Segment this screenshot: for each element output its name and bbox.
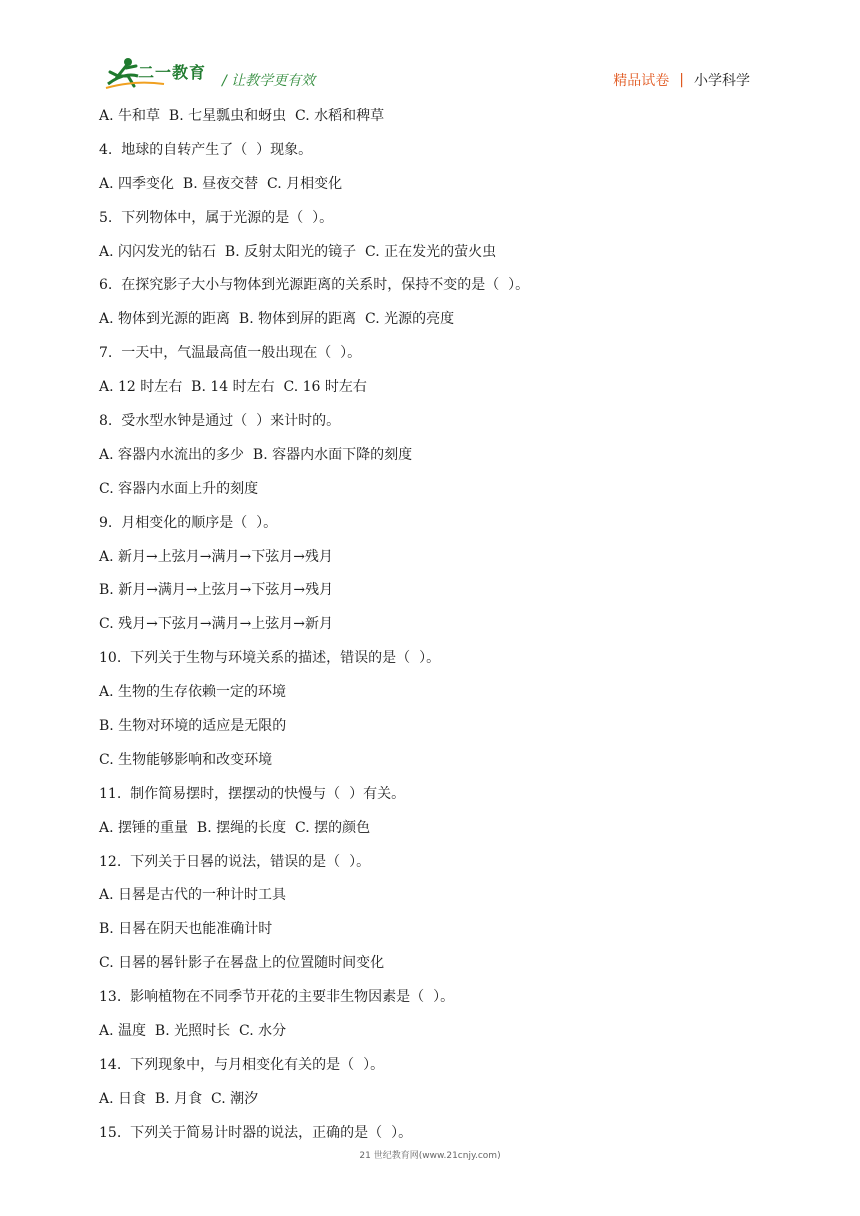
header-tags <box>613 70 750 90</box>
option-line: B. 日晷在阴天也能准确计时 <box>99 921 273 938</box>
option-line: A. 摆锤的重量 B. 摆绳的长度 C. 摆的颜色 <box>99 819 371 836</box>
option-line: A. 物体到光源的距离 B. 物体到屏的距离 C. 光源的亮度 <box>99 311 455 328</box>
text-line: A. 牛和草 B. 七星瓢虫和蚜虫 C. 水稻和稗草 <box>99 108 385 124</box>
option-line: A. 生物的生存依赖一定的环境 <box>99 684 287 701</box>
option-line: A. 四季变化 B. 昼夜交替 C. 月相变化 <box>99 175 343 192</box>
option-line: B. 新月→满月→上弦月→下弦月→残月 <box>99 582 334 599</box>
option-line: A. 容器内水流出的多少 B. 容器内水面下降的刻度 <box>99 446 413 463</box>
question-line: 12. 下列关于日晷的说法，错误的是（ ）。 <box>99 853 371 870</box>
question-line: 9. 月相变化的顺序是（ ）。 <box>99 514 278 531</box>
option-line: A. 温度 B. 光照时长 C. 水分 <box>99 1023 287 1040</box>
tag-separator: | <box>679 72 684 88</box>
option-line: B. 生物对环境的适应是无限的 <box>99 718 287 735</box>
option-line: C. 日晷的晷针影子在晷盘上的位置随时间变化 <box>99 955 385 972</box>
option-line: C. 生物能够影响和改变环境 <box>99 751 273 768</box>
question-line: 15. 下列关于简易计时器的说法，正确的是（ ）。 <box>99 1124 413 1141</box>
question-line: 11. 制作简易摆时，摆摆动的快慢与（ ）有关。 <box>99 785 406 802</box>
slogan: / 让教学更有效 <box>222 73 316 89</box>
option-line: A. 12 时左右 B. 14 时左右 C. 16 时左右 <box>99 379 367 396</box>
option-line: C. 残月→下弦月→满月→上弦月→新月 <box>99 616 334 633</box>
question-line: 10. 下列关于生物与环境关系的描述，错误的是（ ）。 <box>99 650 441 667</box>
question-line: 14. 下列现象中，与月相变化有关的是（ ）。 <box>99 1056 385 1073</box>
question-line: 6. 在探究影子大小与物体到光源距离的关系时，保持不变的是（ ）。 <box>99 277 530 294</box>
quality-tag: 精品试卷 <box>613 73 670 89</box>
question-line: 13. 影响植物在不同季节开花的主要非生物因素是（ ）。 <box>99 989 455 1006</box>
subject-tag: 小学科学 <box>694 73 750 89</box>
option-line: A. 闪闪发光的钻石 B. 反射太阳光的镜子 C. 正在发光的萤火虫 <box>99 243 497 260</box>
page-header <box>0 0 860 100</box>
option-line: C. 容器内水面上升的刻度 <box>99 480 259 497</box>
question-line: 4. 地球的自转产生了（ ）现象。 <box>99 141 313 158</box>
question-line: 7. 一天中，气温最高值一般出现在（ ）。 <box>99 345 362 362</box>
question-line: 5. 下列物体中，属于光源的是（ ）。 <box>99 209 334 226</box>
question-list <box>99 100 799 1151</box>
option-line: A. 日食 B. 月食 C. 潮汐 <box>99 1090 259 1107</box>
logo-text: 二一教育 <box>138 63 207 82</box>
option-line: A. 新月→上弦月→满月→下弦月→残月 <box>99 548 333 565</box>
page-footer: 21 世纪教育网(www.21cnjy.com) <box>359 1151 501 1161</box>
question-line: 8. 受水型水钟是通过（ ）来计时的。 <box>99 413 341 430</box>
option-line: A. 日晷是古代的一种计时工具 <box>99 887 287 904</box>
